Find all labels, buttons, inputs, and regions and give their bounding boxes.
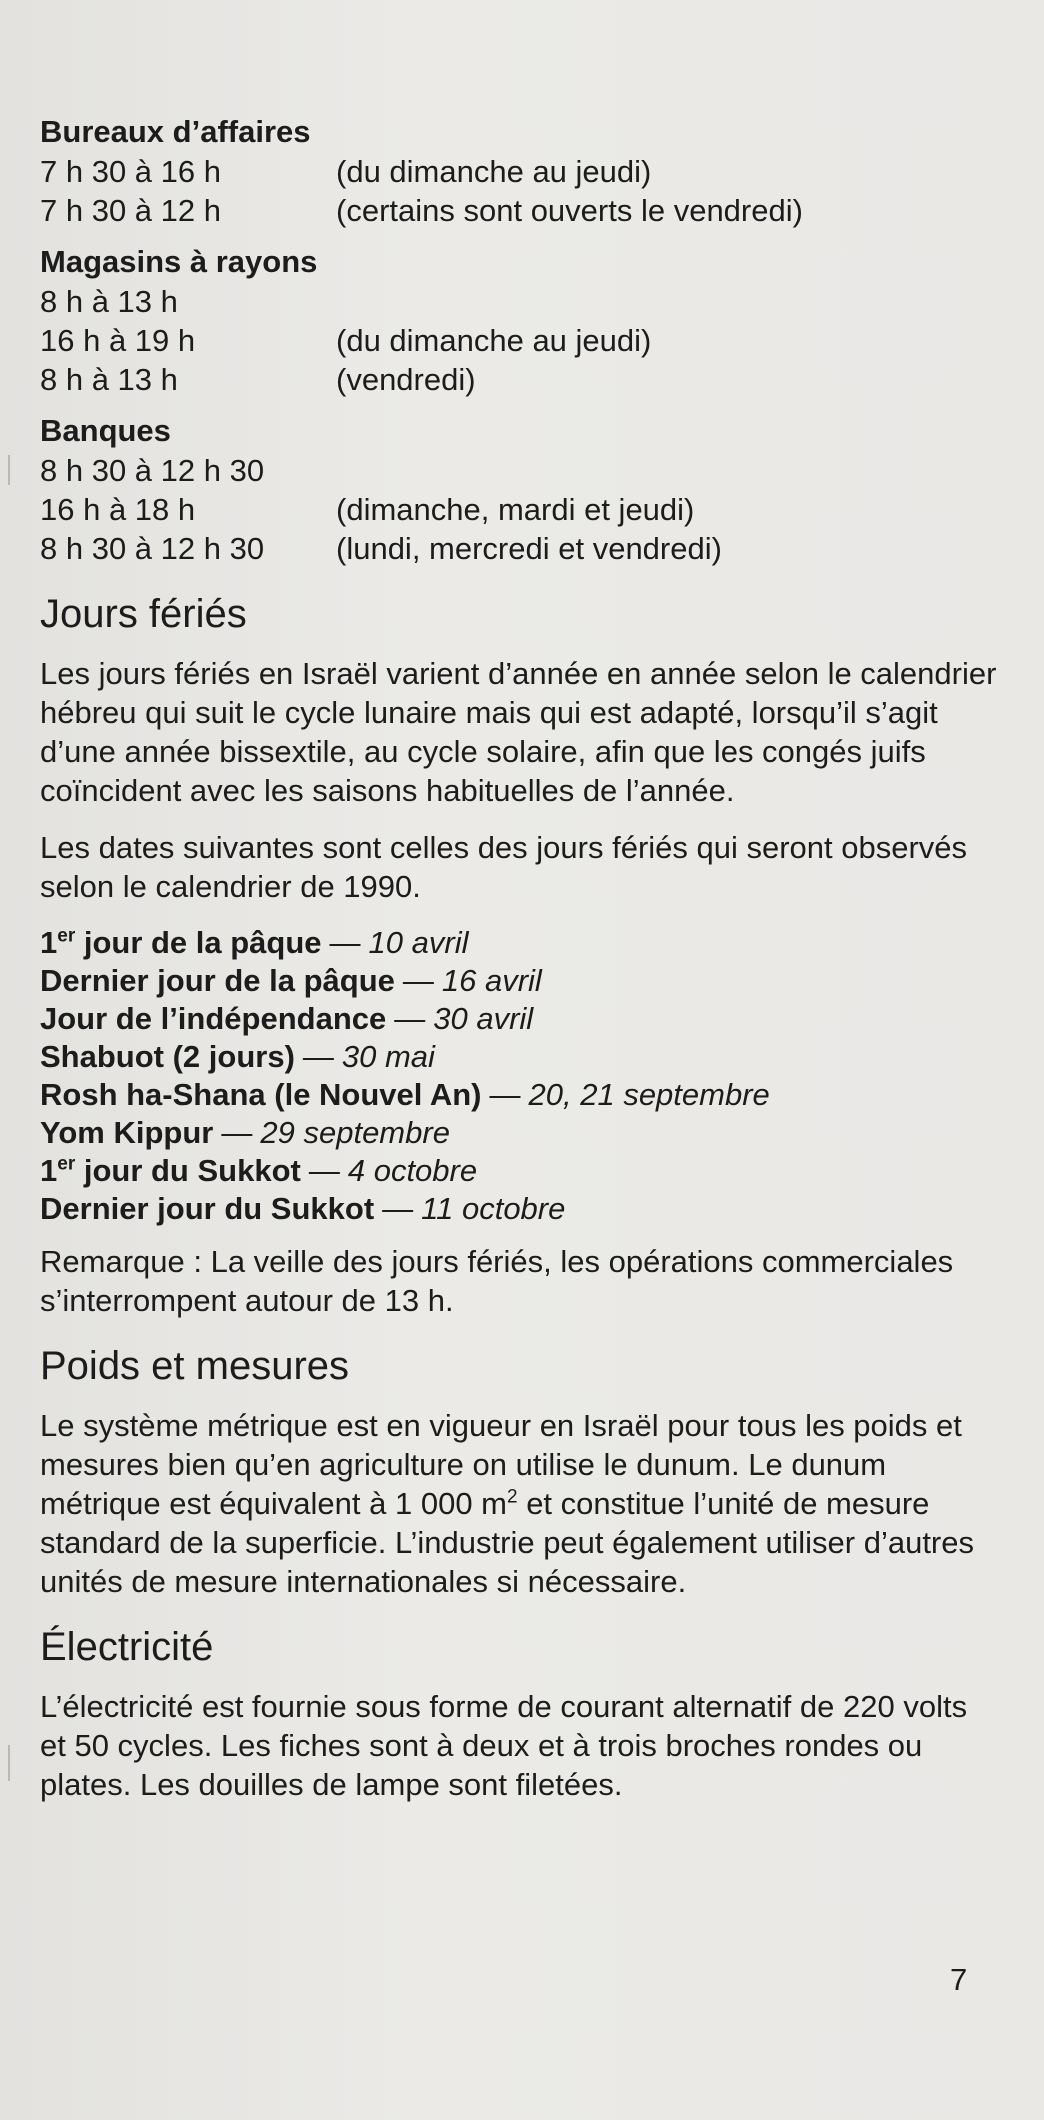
holiday-item xyxy=(40,1190,1000,1228)
dash: — xyxy=(382,1191,414,1226)
heading-electricite: Électricité xyxy=(40,1625,214,1669)
holiday-item xyxy=(40,1038,1000,1076)
holiday-date: 16 avril xyxy=(441,963,542,998)
hours-row xyxy=(40,360,1000,399)
holiday-item xyxy=(40,1000,1000,1038)
dash: — xyxy=(394,1001,426,1036)
poids-text-b: et constitue l’unité de mesure standard de la superficie. L’industrie peut également utiliser d’autres unités de mesure internationales si nécessaire. xyxy=(40,1486,974,1599)
holiday-item xyxy=(40,1114,1000,1152)
dash: — xyxy=(221,1115,253,1150)
holiday-name-text: jour du Sukkot xyxy=(75,1153,301,1188)
holiday-name: Dernier jour du Sukkot xyxy=(40,1191,375,1226)
holiday-date: 30 avril xyxy=(433,1001,534,1036)
hours-time: 8 h 30 à 12 h 30 xyxy=(40,531,265,566)
hours-note: (vendredi) xyxy=(336,362,476,397)
hours-time: 8 h 30 à 12 h 30 xyxy=(40,453,265,488)
hours-time: 8 h à 13 h xyxy=(40,362,178,397)
hours-note: (du dimanche au jeudi) xyxy=(336,323,652,358)
hours-note xyxy=(336,282,1000,321)
hours-note xyxy=(336,451,1000,490)
page-number: 7 xyxy=(950,1962,968,1997)
hours-row xyxy=(40,282,1000,321)
section-title-magasins: Magasins à rayons xyxy=(40,244,318,279)
dash: — xyxy=(329,925,361,960)
ordinal-suffix: er xyxy=(57,925,76,947)
heading-poids-mesures: Poids et mesures xyxy=(40,1344,350,1388)
dash: — xyxy=(402,963,434,998)
hours-time: 16 h à 19 h xyxy=(40,323,196,358)
hours-row xyxy=(40,191,1000,230)
holiday-item xyxy=(40,1076,1000,1114)
hours-row xyxy=(40,152,1000,191)
hours-time: 7 h 30 à 16 h xyxy=(40,154,221,189)
holiday-item xyxy=(40,924,1000,962)
section-title-bureaux: Bureaux d’affaires xyxy=(40,114,311,149)
ordinal-suffix: er xyxy=(57,1153,76,1175)
holiday-name xyxy=(40,925,322,960)
margin-mark xyxy=(8,1745,10,1781)
poids-text-a: Le système métrique est en vigueur en Israël pour tous les poids et mesures bien qu’en agriculture on utilise le dunum. Le dunum métrique est équivalent à 1 000 m xyxy=(40,1408,962,1521)
hours-note: (certains sont ouverts le vendredi) xyxy=(336,193,803,228)
remark: Remarque : La veille des jours fériés, les opérations commerciales s’interrompent autour de 13 h. xyxy=(40,1244,954,1318)
hours-row xyxy=(40,451,1000,490)
hours-note: (lundi, mercredi et vendredi) xyxy=(336,531,722,566)
paragraph-jours-feries: Les jours fériés en Israël varient d’année en année selon le calendrier hébreu qui suit le cycle lunaire mais qui est adapté, lorsqu’il s’agit d’une année bissextile, au cycle solaire, afin que les congés juifs coïncident avec les saisons habituelles de l’année. xyxy=(40,656,997,808)
holiday-date: 20, 21 septembre xyxy=(528,1077,770,1112)
paragraph-electricite: L’électricité est fournie sous forme de courant alternatif de 220 volts et 50 cycles. Les fiches sont à deux et à trois broches rondes ou plates. Les douilles de lampe sont filetées. xyxy=(40,1689,968,1802)
holiday-name: Yom Kippur xyxy=(40,1115,214,1150)
holiday-ordinal: 1 xyxy=(40,1153,58,1188)
holiday-list xyxy=(40,924,1000,1228)
holiday-date: 30 mai xyxy=(341,1039,435,1074)
hours-row xyxy=(40,321,1000,360)
holiday-ordinal: 1 xyxy=(40,925,58,960)
hours-time: 16 h à 18 h xyxy=(40,492,196,527)
holiday-name xyxy=(40,1153,301,1188)
paragraph-dates-1990: Les dates suivantes sont celles des jours fériés qui seront observés selon le calendrier de 1990. xyxy=(40,830,968,904)
holiday-date: 11 octobre xyxy=(421,1191,566,1226)
hours-note: (du dimanche au jeudi) xyxy=(336,154,652,189)
holiday-date: 10 avril xyxy=(368,925,469,960)
hours-time: 7 h 30 à 12 h xyxy=(40,193,221,228)
page-content xyxy=(40,112,1000,1822)
section-title-banques: Banques xyxy=(40,413,171,448)
holiday-name: Rosh ha-Shana (le Nouvel An) xyxy=(40,1077,482,1112)
dash: — xyxy=(302,1039,334,1074)
heading-jours-feries: Jours fériés xyxy=(40,592,247,636)
superscript-2: 2 xyxy=(507,1486,518,1508)
margin-mark xyxy=(8,455,10,485)
hours-row xyxy=(40,529,1000,568)
hours-time: 8 h à 13 h xyxy=(40,284,178,319)
hours-bureaux xyxy=(40,152,1000,230)
holiday-date: 4 octobre xyxy=(347,1153,478,1188)
holiday-name: Dernier jour de la pâque xyxy=(40,963,395,998)
hours-row xyxy=(40,490,1000,529)
hours-note: (dimanche, mardi et jeudi) xyxy=(336,492,695,527)
holiday-item xyxy=(40,1152,1000,1190)
dash: — xyxy=(308,1153,340,1188)
paragraph-poids-mesures xyxy=(40,1406,1000,1601)
hours-magasins xyxy=(40,282,1000,399)
holiday-item xyxy=(40,962,1000,1000)
hours-banques xyxy=(40,451,1000,568)
holiday-name: Shabuot (2 jours) xyxy=(40,1039,295,1074)
dash: — xyxy=(489,1077,521,1112)
holiday-name-text: jour de la pâque xyxy=(75,925,322,960)
holiday-date: 29 septembre xyxy=(260,1115,450,1150)
holiday-name: Jour de l’indépendance xyxy=(40,1001,387,1036)
